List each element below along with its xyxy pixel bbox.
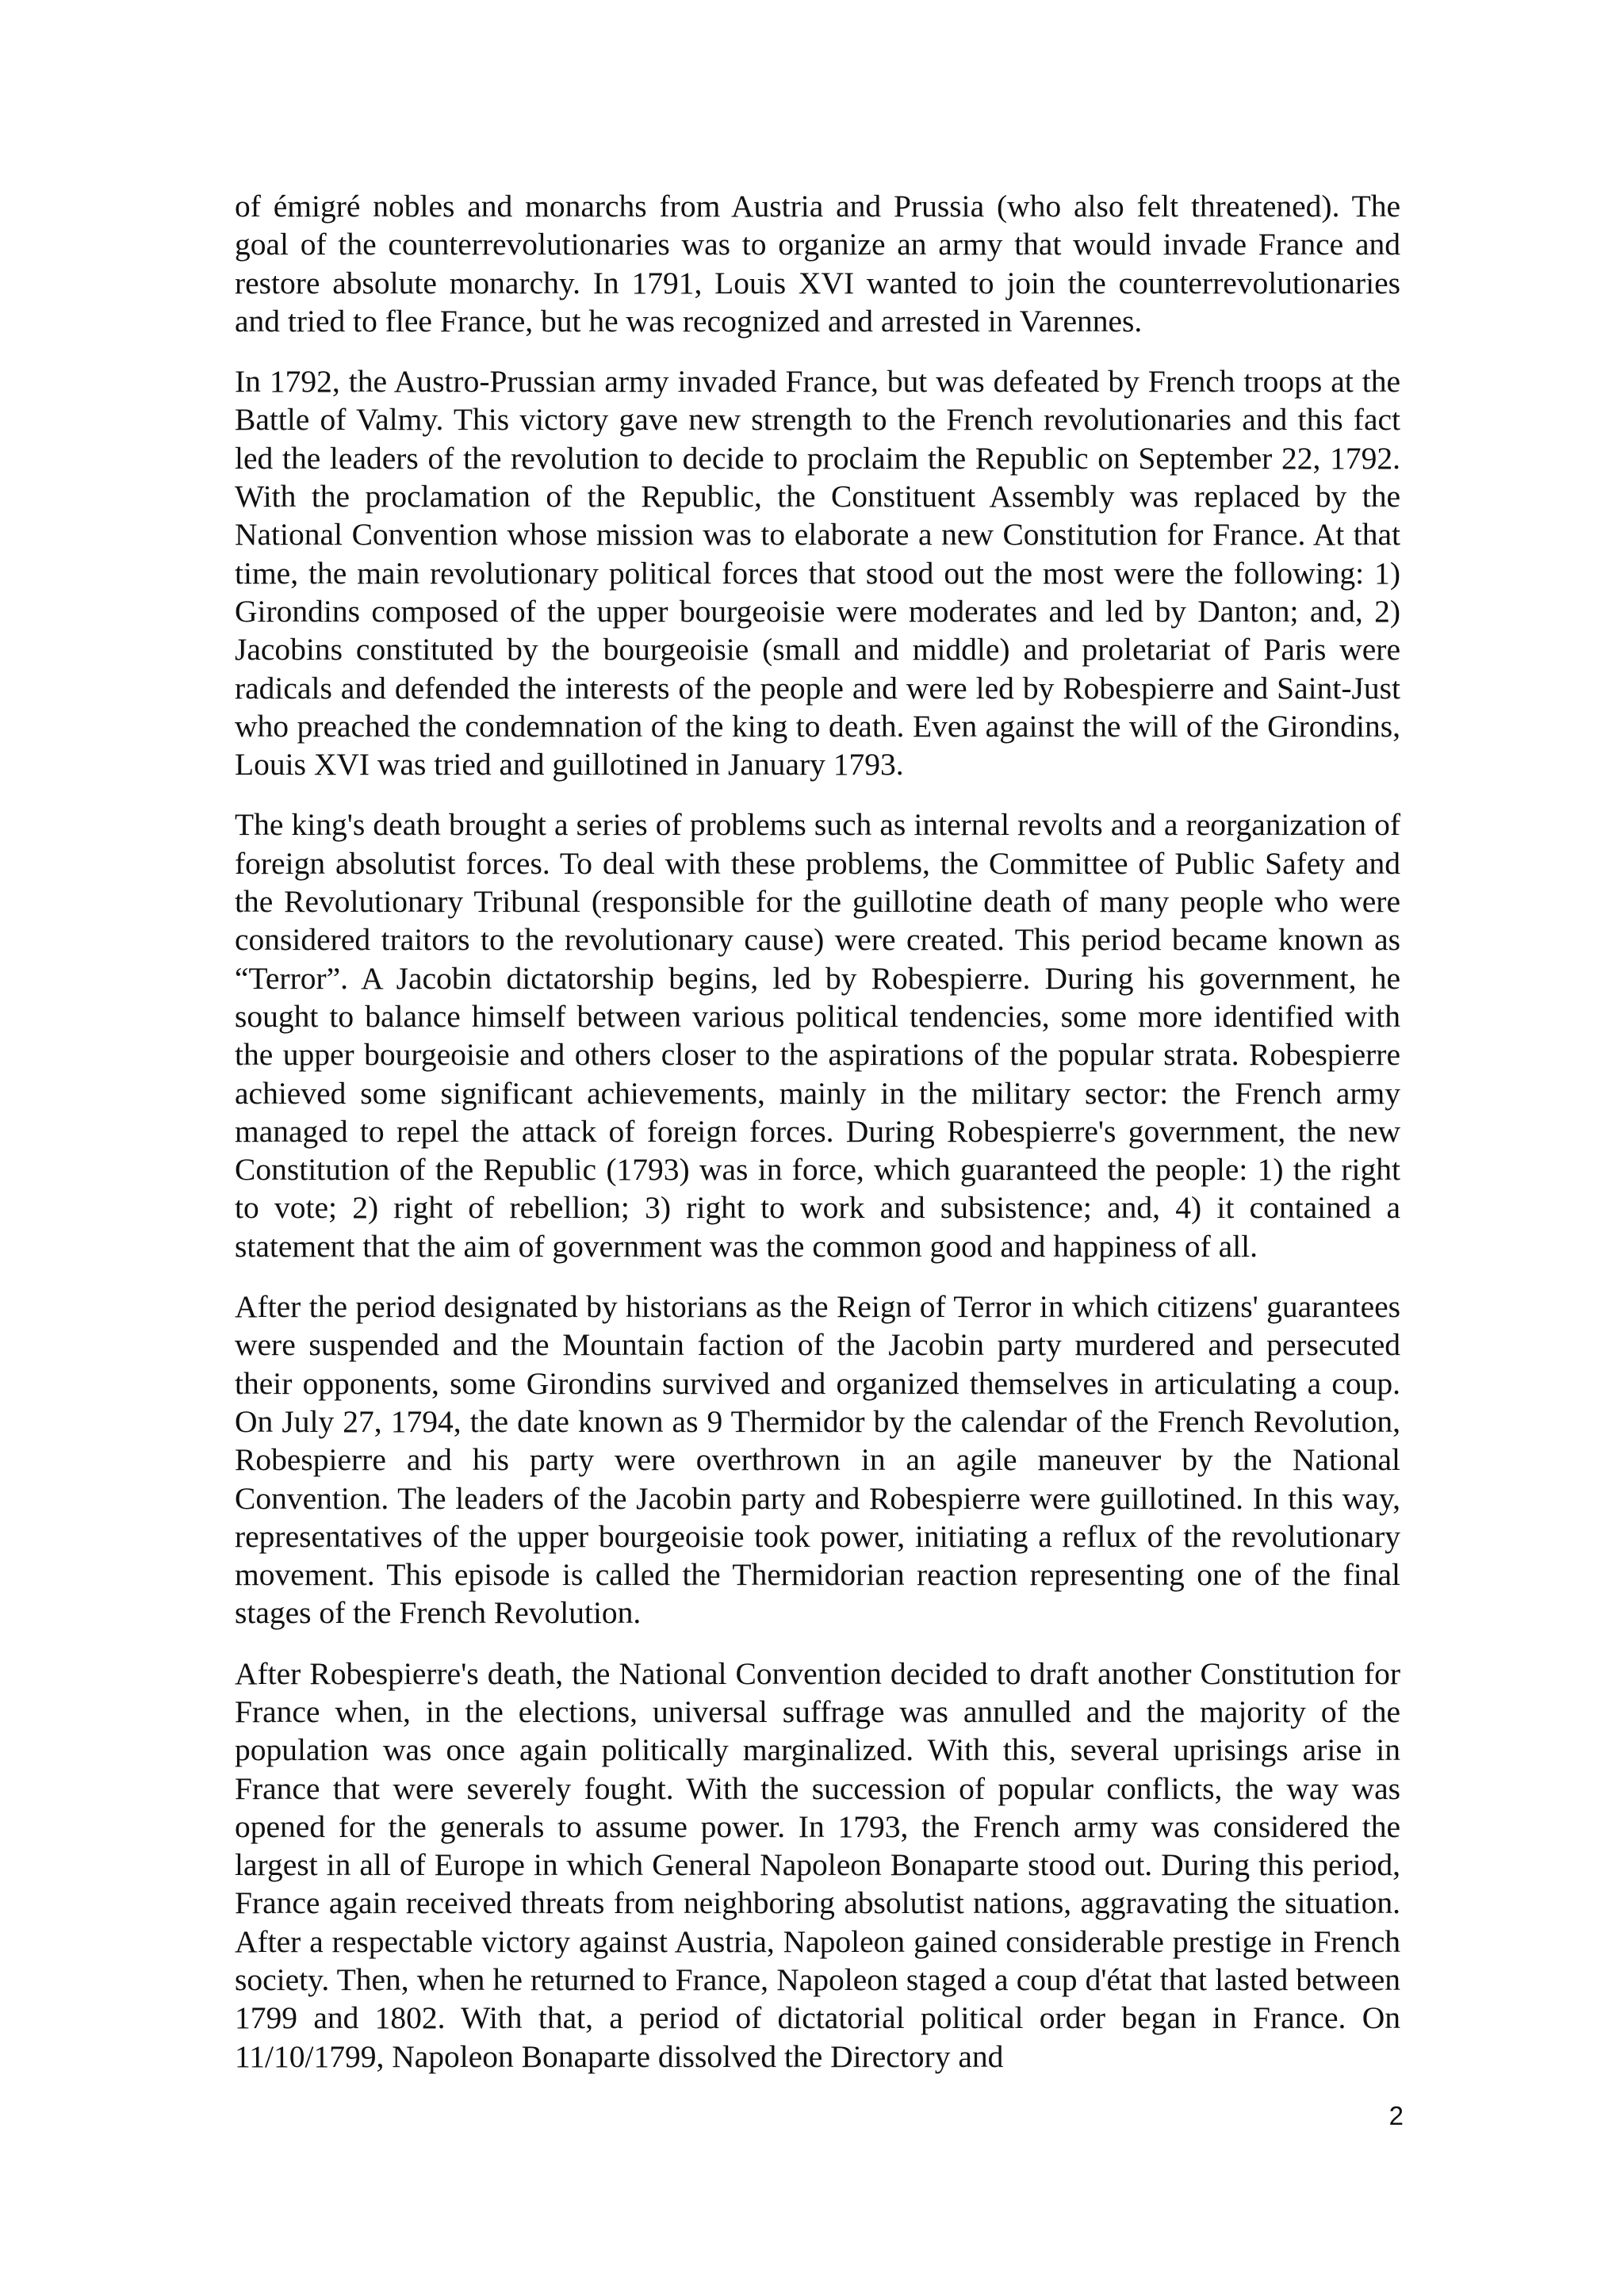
paragraph-thermidorian-reaction: After the period designated by historians as the Reign of Terror in which citizens' guarantees were suspended and the Mountain faction of the Jacobin party murdered and persecuted their opponents, some Girondins survived and organized themselves in articulating a coup. On July 27, 1794, the date known as 9 Thermidor by the calendar of the French Revolution, Robespierre and his party were overthrown in an agile maneuver by the National Convention. The leaders of the Jacobin party and Robespierre were guillotined. In this way, representatives of the upper bourgeoisie took power, initiating a reflux of the revolutionary movement. This episode is called the Thermidorian reaction representing one of the final stages of the French Revolution. — [235, 1289, 1400, 1631]
body-text — [235, 187, 1400, 2098]
paragraph-emigre-nobles: of émigré nobles and monarchs from Austria and Prussia (who also felt threatened). The goal of the counterrevolutionaries was to organize an army that would invade France and restore absolute monarchy. In 1791, Louis XVI wanted to join the counterrevolutionaries and tried to flee France, but he was recognized and arrested in Varennes. — [235, 189, 1400, 339]
paragraph-austro-prussian-invasion: In 1792, the Austro-Prussian army invaded France, but was defeated by French troops at the Battle of Valmy. This victory gave new strength to the French revolutionaries and this fact led the leaders of the revolution to decide to proclaim the Republic on September 22, 1792. With the proclamation of the Republic, the Constituent Assembly was replaced by the National Convention whose mission was to elaborate a new Constitution for France. At that time, the main revolutionary political forces that stood out the most were the following: 1) Girondins composed of the upper bourgeoisie were moderates and led by Danton; and, 2) Jacobins constituted by the bourgeoisie (small and middle) and proletariat of Paris were radicals and defended the interests of the people and were led by Robespierre and Saint-Just who preached the condemnation of the king to death. Even against the will of the Girondins, Louis XVI was tried and guillotined in January 1793. — [235, 364, 1400, 783]
page-number: 2 — [1388, 2101, 1404, 2130]
paragraph-napoleon-rise: After Robespierre's death, the National Convention decided to draft another Constitution for France when, in the elections, universal suffrage was annulled and the majority of the population was once again politically marginalized. With this, several uprisings arise in France that were severely fought. With the succession of popular conflicts, the way was opened for the generals to assume power. In 1793, the French army was considered the largest in all of Europe in which General Napoleon Bonaparte stood out. During this period, France again received threats from neighboring absolutist nations, aggravating the situation. After a respectable victory against Austria, Napoleon gained considerable prestige in French society. Then, when he returned to France, Napoleon staged a coup d'état that lasted between 1799 and 1802. With that, a period of dictatorial political order began in France. On 11/10/1799, Napoleon Bonaparte dissolved the Directory and — [235, 1655, 1400, 2074]
paragraph-kings-death-terror: The king's death brought a series of problems such as internal revolts and a reorganization of foreign absolutist forces. To deal with these problems, the Committee of Public Safety and the Revolutionary Tribunal (responsible for the guillotine death of many people who were considered traitors to the revolutionary cause) were created. This period became known as “Terror”. A Jacobin dictatorship begins, led by Robespierre. During his government, he sought to balance himself between various political tendencies, some more identified with the upper bourgeoisie and others closer to the aspirations of the popular strata. Robespierre achieved some significant achievements, mainly in the military sector: the French army managed to repel the attack of foreign forces. During Robespierre's government, the new Constitution of the Republic (1793) was in force, which guaranteed the people: 1) the right to vote; 2) right of rebellion; 3) right to work and subsistence; and, 4) it contained a statement that the aim of government was the common good and happiness of all. — [235, 807, 1400, 1264]
